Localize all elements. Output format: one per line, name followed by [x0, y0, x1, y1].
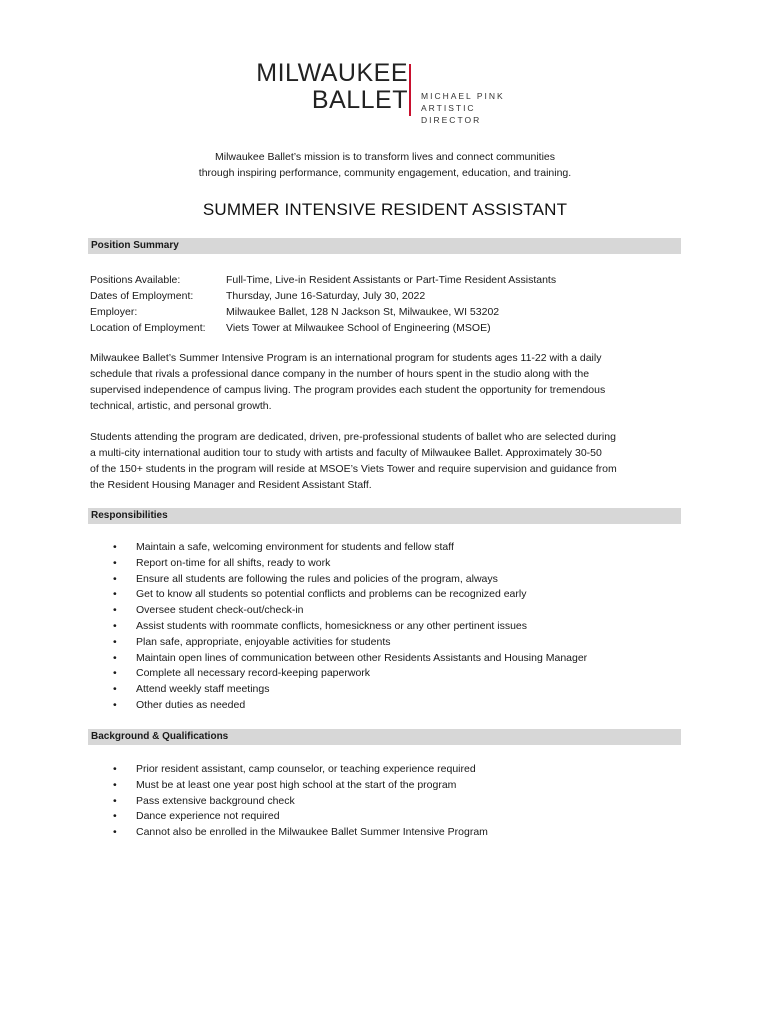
detail-value: Viets Tower at Milwaukee School of Engineering (MSOE) — [226, 322, 491, 334]
paragraph-line: the Resident Housing Manager and Resident Assistant Staff. — [90, 479, 372, 491]
mission-line-1: Milwaukee Ballet’s mission is to transform lives and connect communities — [214, 151, 556, 163]
paragraph-line: schedule that rivals a professional dance company in the number of hours spent in the studio along with the — [90, 368, 590, 380]
page-title: SUMMER INTENSIVE RESIDENT ASSISTANT — [202, 200, 568, 219]
paragraph-line: supervised independence of campus living. The program provides each student the opportunity for tremendous — [90, 384, 606, 396]
students-description — [90, 429, 682, 493]
list-item: • Get to know all students so potential conflicts and problems can be recognized early — [113, 587, 587, 603]
detail-row — [90, 320, 556, 336]
detail-label: Location of Employment: — [90, 322, 206, 334]
detail-label: Positions Available: — [90, 274, 181, 286]
logo-subtitle — [421, 90, 536, 126]
logo-divider — [409, 64, 411, 116]
detail-row — [90, 304, 556, 320]
paragraph-line: Students attending the program are dedicated, driven, pre-professional students of ballet who are selected during — [90, 431, 616, 443]
detail-value: Thursday, June 16-Saturday, July 30, 2022 — [226, 290, 426, 302]
list-item: • Other duties as needed — [113, 698, 587, 714]
section-heading-position-summary: Position Summary — [88, 238, 681, 254]
program-description — [90, 350, 682, 414]
list-item: • Maintain open lines of communication between other Residents Assistants and Housing Manager — [113, 651, 587, 667]
list-item: • Maintain a safe, welcoming environment for students and fellow staff — [113, 540, 587, 556]
position-details — [90, 272, 556, 336]
artistic-director-title: ARTISTIC DIRECTOR — [421, 103, 482, 125]
list-item: • Plan safe, appropriate, enjoyable activities for students — [113, 635, 587, 651]
section-heading-qualifications: Background & Qualifications — [88, 729, 681, 745]
list-item: • Complete all necessary record-keeping paperwork — [113, 666, 587, 682]
section-heading-responsibilities: Responsibilities — [88, 508, 681, 524]
logo-line-1: MILWAUKEE — [256, 59, 408, 87]
paragraph-line: a multi-city international audition tour to study with artists and faculty of Milwaukee Ballet. Approximately 30-50 — [90, 447, 602, 459]
detail-value: Milwaukee Ballet, 128 N Jackson St, Milwaukee, WI 53202 — [226, 306, 500, 318]
detail-label: Dates of Employment: — [90, 290, 194, 302]
list-item: • Pass extensive background check — [113, 794, 488, 810]
list-item: • Prior resident assistant, camp counselor, or teaching experience required — [113, 762, 488, 778]
list-item: • Attend weekly staff meetings — [113, 682, 587, 698]
paragraph-line: Milwaukee Ballet’s Summer Intensive Program is an international program for students ages 11-22 with a daily — [90, 352, 602, 364]
list-item: • Ensure all students are following the rules and policies of the program, always — [113, 572, 587, 588]
list-item: • Report on-time for all shifts, ready to work — [113, 556, 587, 572]
detail-label: Employer: — [90, 306, 138, 318]
logo-wordmark — [256, 60, 408, 114]
list-item: • Dance experience not required — [113, 809, 488, 825]
list-item: • Must be at least one year post high school at the start of the program — [113, 778, 488, 794]
qualifications-list — [113, 762, 488, 841]
detail-value: Full-Time, Live-in Resident Assistants or Part-Time Resident Assistants — [226, 274, 557, 286]
paragraph-line: technical, artistic, and personal growth. — [90, 400, 272, 412]
logo-line-2: BALLET — [311, 86, 408, 114]
list-item: • Oversee student check-out/check-in — [113, 603, 587, 619]
artistic-director-name: MICHAEL PINK — [421, 91, 505, 101]
paragraph-line: of the 150+ students in the program will reside at MSOE’s Viets Tower and require supervision and guidance from — [90, 463, 617, 475]
detail-row — [90, 272, 556, 288]
list-item: • Assist students with roommate conflicts, homesickness or any other pertinent issues — [113, 619, 587, 635]
responsibilities-list — [113, 540, 587, 714]
mission-statement — [0, 149, 770, 181]
mission-line-2: through inspiring performance, community engagement, education, and training. — [198, 167, 572, 179]
list-item: • Cannot also be enrolled in the Milwaukee Ballet Summer Intensive Program — [113, 825, 488, 841]
milwaukee-ballet-logo — [246, 59, 536, 125]
detail-row — [90, 288, 556, 304]
